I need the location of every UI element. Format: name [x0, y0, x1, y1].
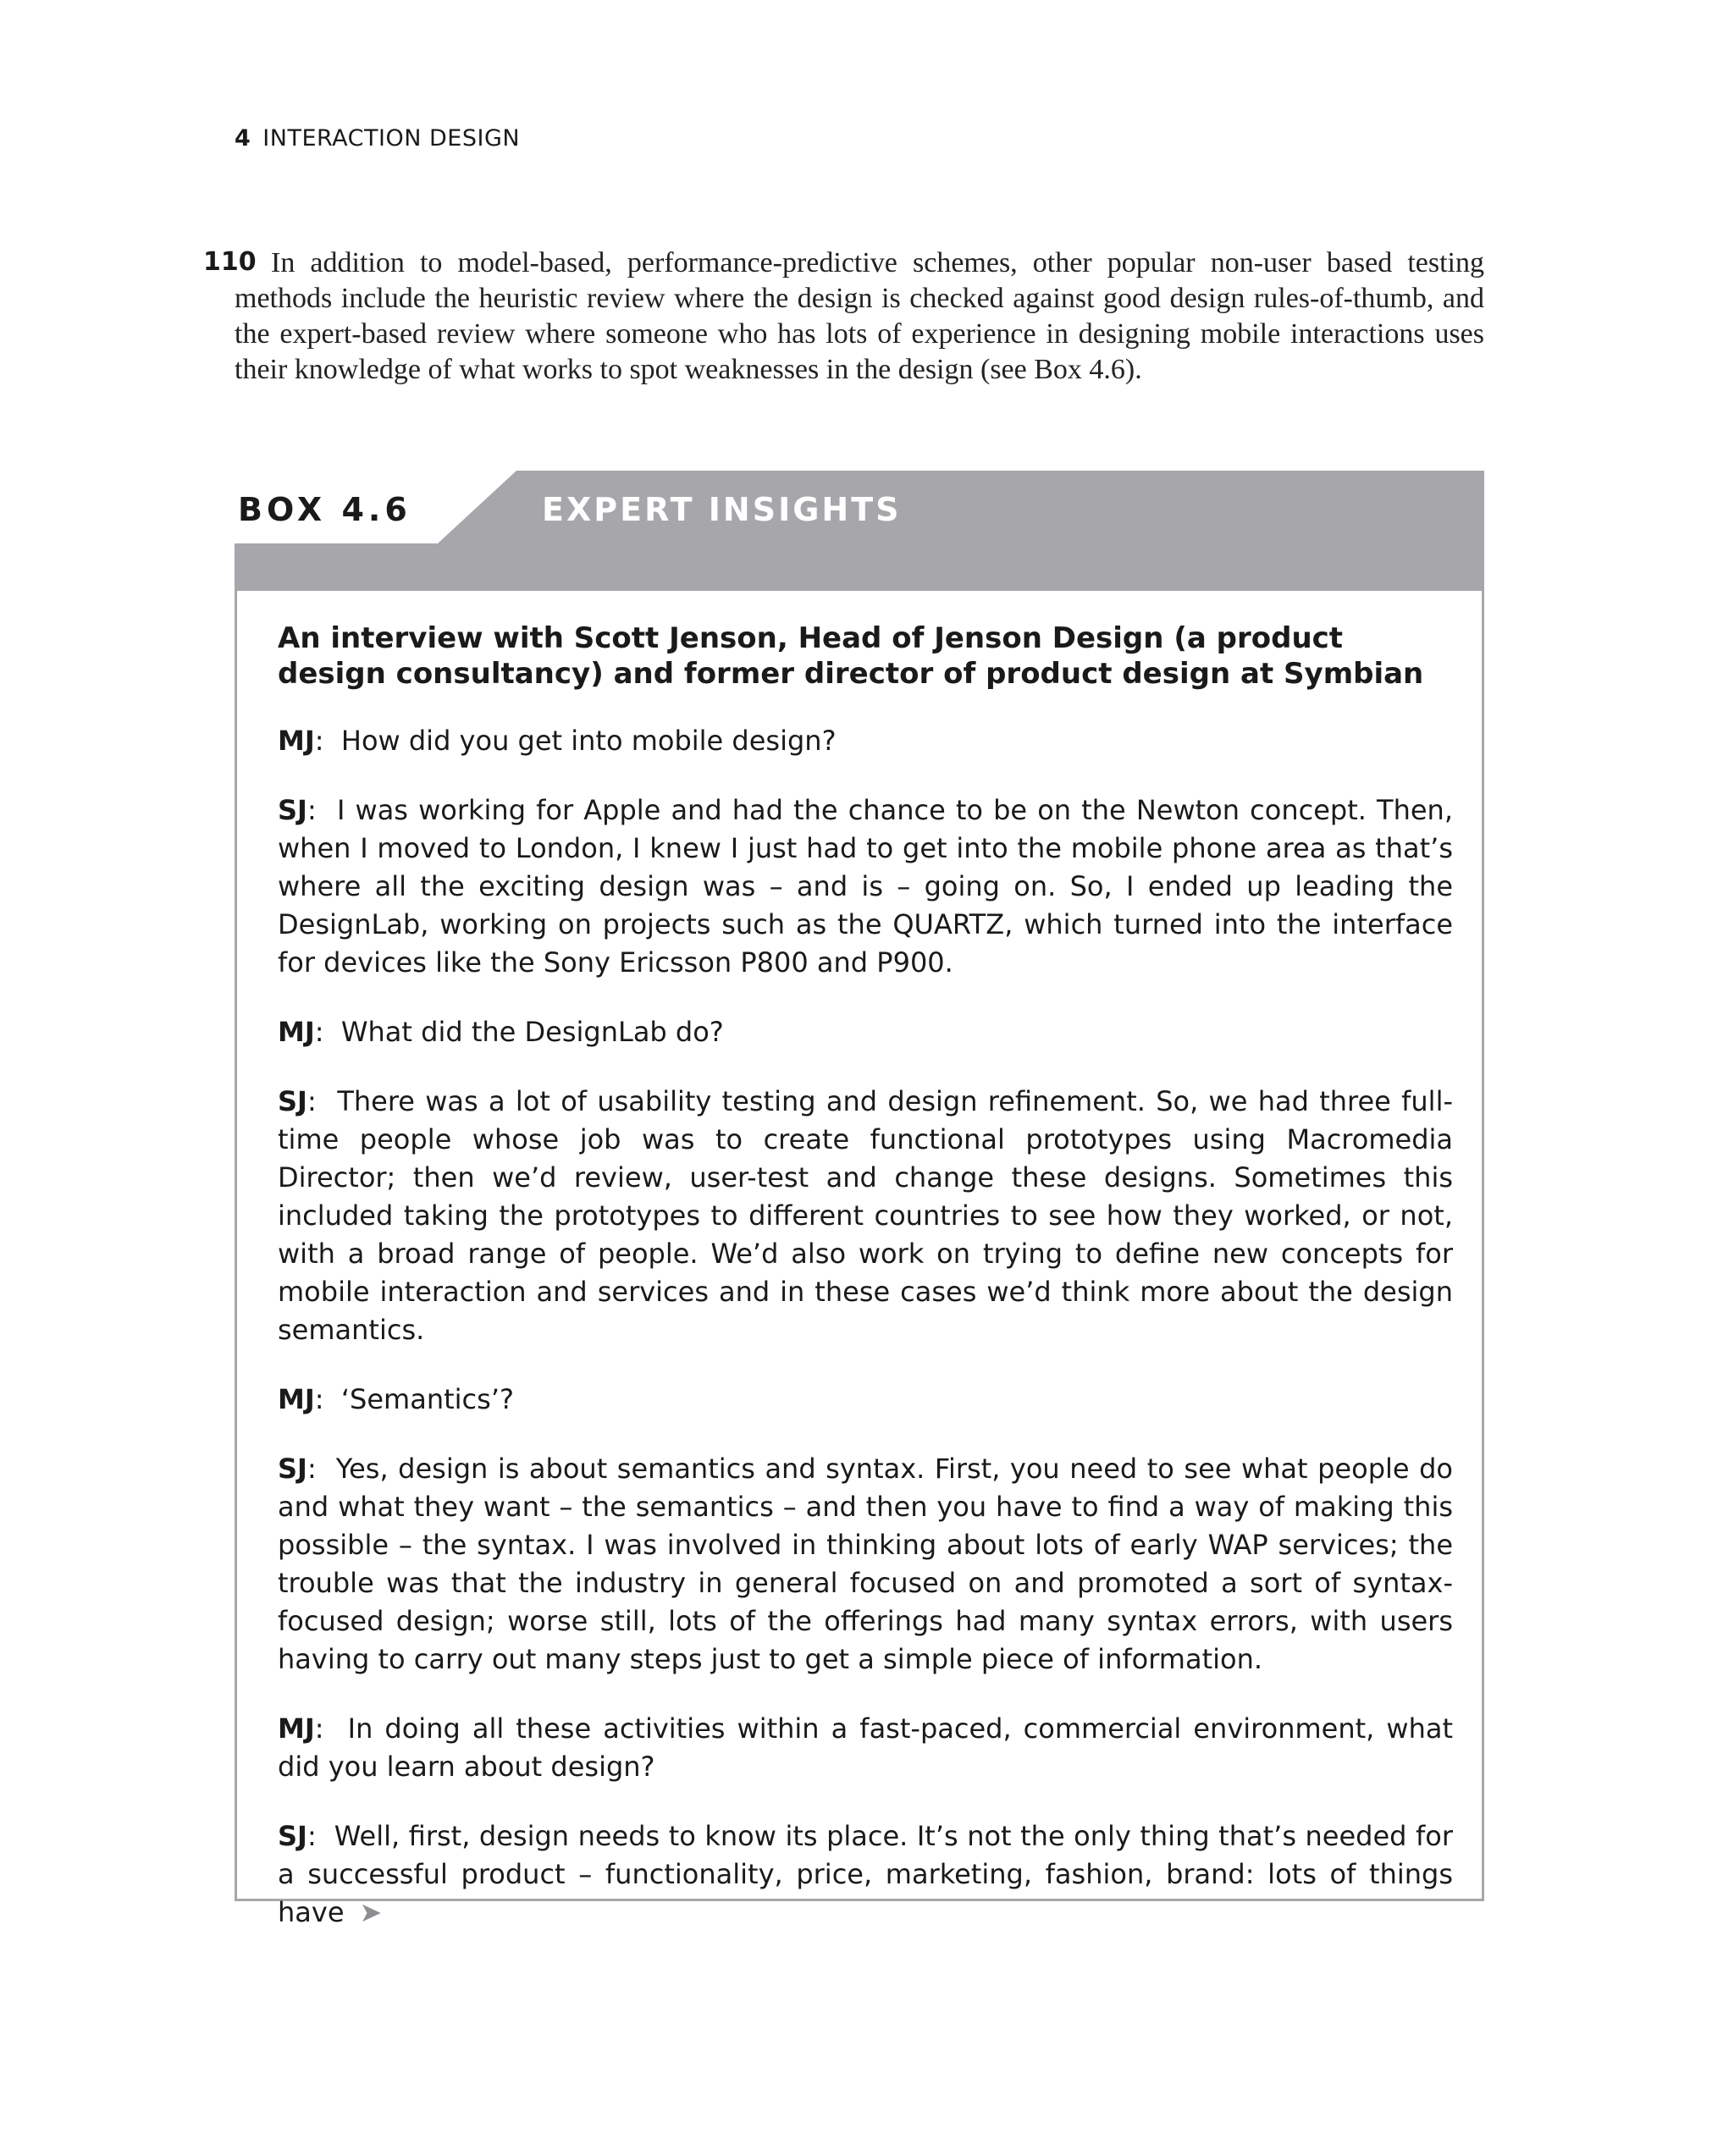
- box-header: [235, 471, 1484, 591]
- exchange-text: How did you get into mobile design?: [340, 725, 837, 757]
- chapter-title: INTERACTION DESIGN: [262, 125, 521, 152]
- continue-arrow-icon: ➤: [359, 1896, 383, 1928]
- box-label: BOX 4.6: [238, 491, 411, 528]
- speaker-label: SJ: [278, 1085, 307, 1117]
- exchange-text: What did the DesignLab do?: [340, 1016, 724, 1048]
- exchange-7: MJ: In doing all these activities within a fast-paced, commercial environment, what did you learn about design?: [278, 1712, 1454, 1783]
- exchange-6: SJ: Yes, design is about semantics and syntax. First, you need to see what people do and what they want – the semantics – and then you have to find a way of making this possible – the syntax. I was involved in thinking about lots of early WAP services; the trouble was that the industry in general focused on and promoted a sort of syntax-focused design; worse still, lots of the offerings had many syntax errors, with users having to carry out many steps just to get a simple piece of information.: [278, 1453, 1454, 1675]
- box-title-tab: [235, 471, 1484, 591]
- exchange-text: In doing all these activities within a fast-paced, commercial environment, what did you learn about design?: [278, 1712, 1454, 1783]
- speaker-label: MJ: [278, 725, 315, 757]
- chapter-number: 4: [235, 125, 251, 152]
- exchange-4: SJ: There was a lot of usability testing and design refinement. So, we had three full-time people whose job was to create functional prototypes using Macromedia Director; then we’d review, user-test and change these designs. Sometimes this included taking the prototypes to different countries to see how they worked, or not, with a broad range of people. We’d also work on trying to define new concepts for mobile interaction and services and in these cases we’d think more about the design semantics.: [278, 1085, 1454, 1346]
- speaker-label: MJ: [278, 1712, 315, 1745]
- exchange-text: Yes, design is about semantics and syntax. First, you need to see what people do and what they want – the semantics – and then you have to find a way of making this possible – the syntax. I was involved in thinking about lots of early WAP services; the trouble was that the industry in general focused on and promoted a sort of syntax-focused design; worse still, lots of the offerings had many syntax errors, with users having to carry out many steps just to get a simple piece of information.: [278, 1453, 1454, 1675]
- exchange-3: MJ: What did the DesignLab do?: [278, 1016, 724, 1048]
- speaker-label: SJ: [278, 1453, 307, 1485]
- speaker-label: MJ: [278, 1016, 315, 1048]
- exchange-1: MJ: How did you get into mobile design?: [278, 725, 837, 757]
- speaker-label: SJ: [278, 1820, 307, 1852]
- intro-paragraph: In addition to model-based, performance-predictive schemes, other popular non-user based testing methods include the heuristic review where the design is checked against good design rules-of-thumb, and the expert-based review where someone who has lots of experience in designing mobile interactions uses their knowledge of what works to spot weaknesses in the design (see Box 4.6).: [235, 247, 1484, 385]
- box-body: [235, 590, 1484, 1928]
- speaker-label: MJ: [278, 1383, 315, 1415]
- page-number: 110: [203, 247, 257, 277]
- speaker-label: SJ: [278, 794, 307, 826]
- interview-heading: An interview with Scott Jenson, Head of Jenson Design (a product design consultancy) and former director of product design at Symbian: [278, 621, 1424, 691]
- exchange-text: ‘Semantics’?: [340, 1383, 514, 1415]
- box-header-shape: [235, 471, 1484, 591]
- exchange-8: SJ: Well, first, design needs to know its place. It’s not the only thing that’s needed for a successful product – functionality, price, marketing, fashion, brand: lots of things have ➤: [278, 1817, 1453, 1932]
- box-content: [278, 620, 1453, 1963]
- exchange-text: Well, first, design needs to know its place. It’s not the only thing that’s needed for a successful product – functionality, price, marketing, fashion, brand: lots of things have: [278, 1820, 1454, 1928]
- exchange-5: MJ: ‘Semantics’?: [278, 1383, 514, 1415]
- exchange-2: SJ: I was working for Apple and had the chance to be on the Newton concept. Then, when I moved to London, I knew I just had to get into the mobile phone area as that’s where all the exciting design was – and is – going on. So, I ended up leading the DesignLab, working on projects such as the QUARTZ, which turned into the interface for devices like the Sony Ericsson P800 and P900.: [278, 794, 1454, 979]
- chapter-head: [235, 125, 520, 152]
- exchange-text: There was a lot of usability testing and design refinement. So, we had three full-time people whose job was to create functional prototypes using Macromedia Director; then we’d review, user-test and change these designs. Sometimes this included taking the prototypes to different countries to see how they worked, or not, with a broad range of people. We’d also work on trying to define new concepts for mobile interaction and services and in these cases we’d think more about the design semantics.: [278, 1085, 1454, 1346]
- exchange-text: I was working for Apple and had the chance to be on the Newton concept. Then, when I moved to London, I knew I just had to get into the mobile phone area as that’s where all the exciting design was – and is – going on. So, I ended up leading the DesignLab, working on projects such as the QUARTZ, which turned into the interface for devices like the Sony Ericsson P800 and P900.: [278, 794, 1454, 979]
- box-title: EXPERT INSIGHTS: [542, 491, 902, 528]
